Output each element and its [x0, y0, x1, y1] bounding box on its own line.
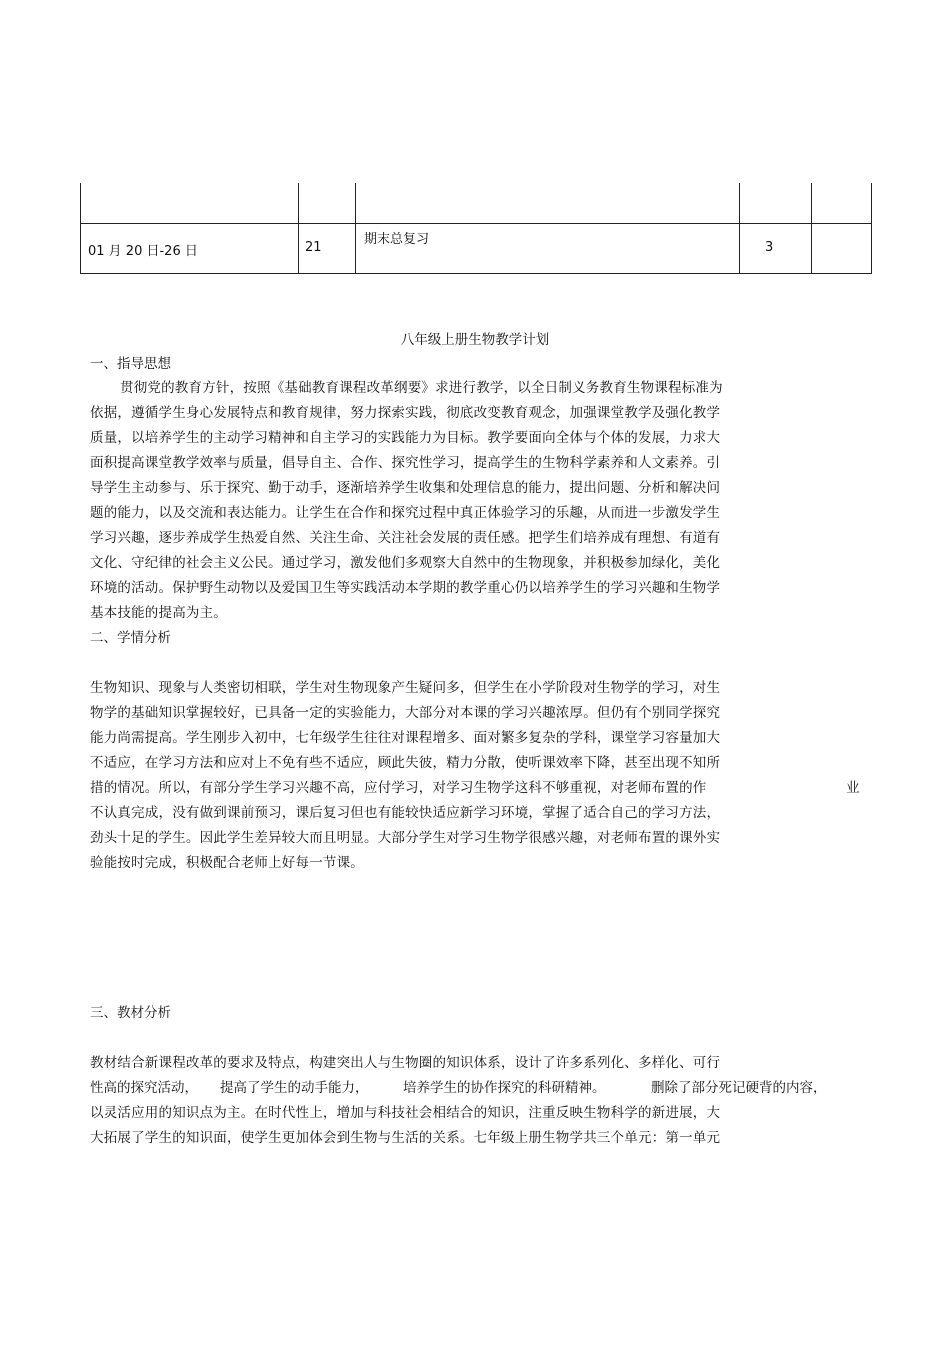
document-title: 八年级上册生物教学计划 [400, 332, 550, 348]
paragraph-line: 面积提高课堂教学效率与质量，倡导自主、合作、探究性学习，提高学生的生物科学素养和人文素养。引 [90, 455, 721, 471]
paragraph-line: 物学的基础知识掌握较好，已具备一定的实验能力，大部分对本课的学习兴趣浓厚。但仍有个别同学探究 [90, 705, 721, 721]
section-heading-student-analysis: 二、学情分析 [90, 630, 171, 646]
paragraph-line: 以灵活应用的知识点为主。在时代性上，增加与科技社会相结合的知识，注重反映生物科学的新进展，大 [90, 1105, 721, 1121]
section-heading-textbook-analysis: 三、教材分析 [90, 1005, 171, 1021]
table-border-right [871, 183, 872, 274]
table-cell-date: 01 月 20 日-26 日 [88, 244, 198, 259]
paragraph-line-part: 删除了部分死记硬背的内容， [651, 1080, 827, 1096]
paragraph-line: 贯彻党的教育方针，按照《基础教育课程改革纲要》求进行教学，以全日制义务教育生物课程标准为 [120, 380, 723, 396]
paragraph-line: 学习兴趣，逐步养成学生热爱自然、关注生命、关注社会发展的责任感。把学生们培养成有理想、有道有 [90, 530, 721, 546]
table-cell-content: 期末总复习 [364, 232, 430, 247]
paragraph-line: 导学生主动参与、乐于探究、勤于动手，逐渐培养学生收集和处理信息的能力，提出问题、分析和解决问 [90, 480, 721, 496]
paragraph-line: 文化、守纪律的社会主义公民。通过学习，激发他们多观察大自然中的生物现象，并积极参加绿化，美化 [90, 555, 721, 571]
table-divider [355, 183, 356, 274]
paragraph-line: 大拓展了学生的知识面，使学生更加体会到生物与生活的关系。七年级上册生物学共三个单元：第一单元 [90, 1130, 721, 1146]
paragraph-line-part: 培养学生的协作探究的科研精神。 [403, 1080, 606, 1096]
paragraph-line: 不适应，在学习方法和应对上不免有些不适应，顾此失彼，精力分散，使听课效率下降，甚至出现不知所 [90, 755, 721, 771]
table-divider [298, 183, 299, 274]
paragraph-line: 劲头十足的学生。因此学生差异较大而且明显。大部分学生对学习生物学很感兴趣，对老师布置的课外实 [90, 830, 721, 846]
paragraph-line-part: 性高的探究活动， [90, 1080, 198, 1096]
paragraph-line: 教材结合新课程改革的要求及特点，构建突出人与生物圈的知识体系，设计了许多系列化、多样化、可行 [90, 1055, 721, 1071]
paragraph-line: 依据，遵循学生身心发展特点和教育规律，努力探索实践，彻底改变教育观念，加强课堂教学及强化教学 [90, 405, 721, 421]
table-row-divider [80, 223, 872, 224]
paragraph-line-part: 提高了学生的动手能力， [220, 1080, 369, 1096]
table-cell-week: 21 [305, 240, 322, 255]
paragraph-line: 生物知识、现象与人类密切相联，学生对生物现象产生疑问多，但学生在小学阶段对生物学的学习，对生 [90, 680, 721, 696]
paragraph-line: 基本技能的提高为主。 [90, 605, 227, 621]
paragraph-line: 不认真完成，没有做到课前预习，课后复习但也有能较快适应新学习环境，掌握了适合自己的学习方法， [90, 805, 721, 821]
section-heading-guiding-ideology: 一、指导思想 [90, 356, 171, 372]
table-border-bottom [80, 273, 872, 274]
stray-character: 业 [846, 780, 860, 796]
paragraph-line: 措的情况。所以，有部分学生学习兴趣不高，应付学习，对学习生物学这科不够重视，对老师布置的作 [90, 780, 707, 796]
paragraph-line: 能力尚需提高。学生刚步入初中，七年级学生往往对课程增多、面对繁多复杂的学科，课堂学习容量加大 [90, 730, 721, 746]
paragraph-line: 质量，以培养学生的主动学习精神和自主学习的实践能力为目标。教学要面向全体与个体的发展，力求大 [90, 430, 721, 446]
table-divider [811, 183, 812, 274]
paragraph-line: 环境的活动。保护野生动物以及爱国卫生等实践活动本学期的教学重心仍以培养学生的学习兴趣和生物学 [90, 580, 721, 596]
paragraph-line: 验能按时完成，积极配合老师上好每一节课。 [90, 855, 364, 871]
table-divider [739, 183, 740, 274]
paragraph-line: 题的能力，以及交流和表达能力。让学生在合作和探究过程中真正体验学习的乐趣，从而进一步激发学生 [90, 505, 721, 521]
table-border-left [80, 183, 81, 274]
schedule-table [80, 183, 872, 274]
table-cell-hours: 3 [765, 240, 774, 255]
